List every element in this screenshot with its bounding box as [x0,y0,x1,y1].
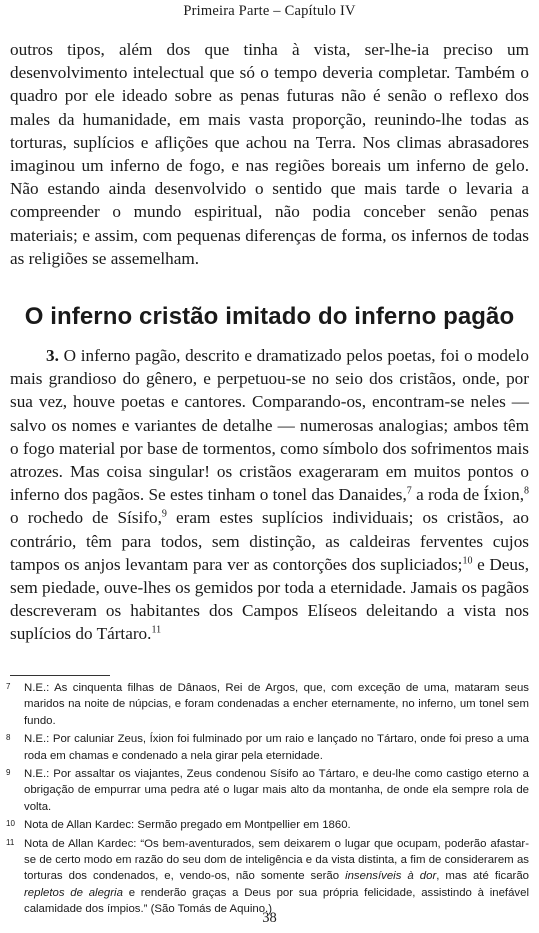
footnote-text-part: , mas até ficarão [436,870,530,883]
footnotes [6,680,529,920]
footnote-number: 9 [6,768,11,778]
footnote-number: 10 [6,819,15,829]
footnote-text-part: Nota de Allan Kardec: “Os bem-aventurados, sem deixarem o lugar que ocupam, poderão afastar-se de certo modo em razão do seu dom de inteligência e da vista distinta, a fim de considerarem as torturas dos condenados, e, vendo-os, não somente serão [24,837,529,883]
running-head: Primeira Parte – Capítulo IV [183,3,356,19]
paragraph-text: O inferno pagão, descrito e dramatizado pelos poetas, foi o modelo mais grandioso do gênero, e perpetuou-se no seio dos cristãos, onde, por sua vez, houve poetas e cantores. Comparando-os, encontram-se neles — salvo os nomes e variantes de detalhe — numerosas analogias; ambos têm o fogo material por base de tormentos, como símbolo dos sofrimentos mais atrozes. Mas coisa singular! os cristãos exageraram em muitos pontos o inferno dos pagãos. Se estes tinham o tonel das Danaides, [10,346,529,505]
paragraph-number: 3. [46,346,59,365]
body-paragraph-3 [10,344,529,646]
footnote-text-part: e renderão graças a Deus por sua própria felicidade, assistindo à inefável calamidade dos ímpios.” (São Tomás de Aquino.) [24,886,529,916]
footnote-ref-10[interactable]: 10 [462,555,473,567]
paragraph-text: a roda de Íxion, [411,485,525,505]
footnote-8 [6,731,529,764]
footnote-11 [6,836,529,918]
page-number: 38 [262,910,277,926]
paragraph-text: e Deus, sem piedade, ouve-lhes os gemidos por toda a eternidade. Jamais os pagãos descreveram os habitantes dos Campos Elíseos deleitando a vista nos suplícios do Tártaro. [10,554,530,644]
paragraph-text: o rochedo de Sísifo, [10,508,162,528]
footnote-text [24,838,529,916]
footnote-text: N.E.: As cinquenta filhas de Dânaos, Rei de Argos, que, com exceção de uma, mataram seus maridos na noite de núpcias, e foram condenadas a encher eternamente, no inferno, um tonel sem fundo. [24,682,529,727]
footnote-number: 8 [6,733,11,743]
footnote-ref-11[interactable]: 11 [151,624,162,636]
footnote-emphasis: insensíveis à dor [345,870,437,883]
section-heading: O inferno cristão imitado do inferno pagão [24,303,515,330]
footnote-text: N.E.: Por assaltar os viajantes, Zeus condenou Sísifo ao Tártaro, e deu-lhe como castigo eterno a obrigação de empurrar uma pedra até o lugar mais alto da montanha, de onde ela sempre rola de volta. [24,768,529,813]
footnote-emphasis: repletos de alegria [24,886,123,899]
footnote-7 [6,680,529,729]
footnote-ref-8[interactable]: 8 [524,485,530,497]
footnote-ref-7[interactable]: 7 [406,485,412,497]
footnote-9 [6,766,529,815]
footnote-ref-9[interactable]: 9 [161,508,167,520]
paragraph-text: eram estes suplícios individuais; os cristãos, ao contrário, têm para todos, sem distinção, as caldeiras ferventes cujos tampos os anjos levantam para ver as contorções dos supliciados; [10,508,529,574]
footnote-number: 11 [6,837,15,847]
footnote-number: 7 [6,682,11,691]
footnote-text: N.E.: Por caluniar Zeus, Íxion foi fulminado por um raio e lançado no Tártaro, onde foi preso a uma roda em chamas e condenado a nela girar pela eternidade. [24,733,529,762]
body-paragraph-1: outros tipos, além dos que tinha à vista, ser-lhe-ia preciso um desenvolvimento intelectual que só o tempo deveria completar. Também o quadro por ele ideado sobre as penas futuras não é senão o reflexo dos males da humanidade, em mais vasta proporção, reunindo-lhe todas as torturas, suplícios e aflições que achou na Terra. Nos climas abrasadores imaginou um inferno de fogo, e nas regiões boreais um inferno de gelo. Não estando ainda desenvolvido o sentido que mais tarde o levaria a compreender o mundo espiritual, não podia conceber senão penas materiais; e assim, com pequenas diferenças de forma, os infernos de todas as religiões se assemelham. [10,40,529,268]
footnote-10 [6,817,529,833]
footnote-text: Nota de Allan Kardec: Sermão pregado em Montpellier em 1860. [24,819,351,832]
footnote-rule [10,675,110,676]
